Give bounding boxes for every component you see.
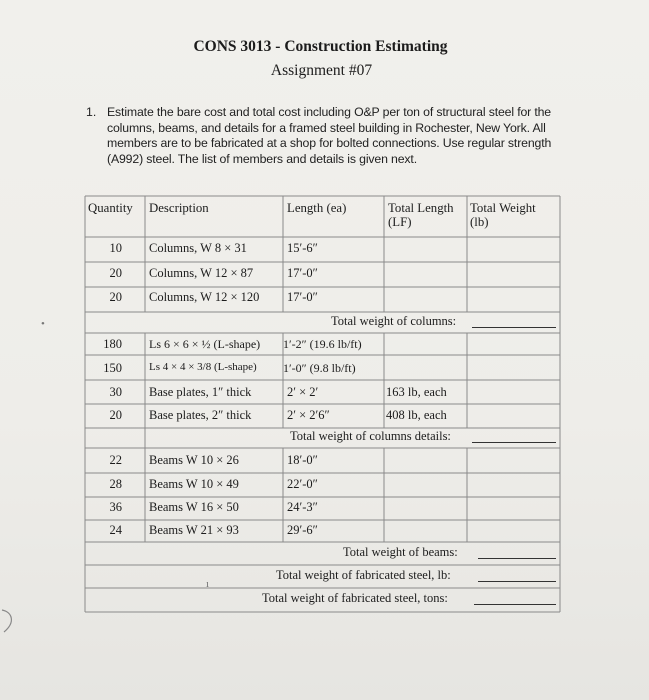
table-row-length: 15′-6″ — [287, 241, 318, 255]
table-row-qty: 150 — [103, 361, 122, 375]
table-row-desc: Beams W 10 × 49 — [149, 477, 239, 491]
stray-dot-mark: • — [41, 318, 45, 330]
header-description: Description — [149, 201, 209, 215]
fabricated-lb-blank[interactable] — [478, 581, 556, 582]
table-row-qty: 10 — [109, 241, 122, 255]
fabricated-tons-blank[interactable] — [474, 604, 556, 605]
header-total-weight: Total Weight — [470, 201, 536, 215]
table-row-desc: Beams W 10 × 26 — [149, 453, 239, 467]
table-row-qty: 22 — [109, 453, 122, 467]
columns-total-blank[interactable] — [472, 327, 556, 328]
table-row-desc: Columns, W 12 × 87 — [149, 266, 254, 280]
beams-total-blank[interactable] — [478, 558, 556, 559]
table-row-qty: 20 — [109, 266, 122, 280]
table-row-length: 1′-0″ (9.8 lb/ft) — [283, 361, 356, 375]
header-total-length-unit: (LF) — [388, 215, 412, 229]
table-row-desc: Columns, W 12 × 120 — [149, 290, 260, 304]
table-row-desc: Base plates, 2″ thick — [149, 408, 252, 422]
header-total-weight-unit: (lb) — [470, 215, 489, 229]
table-row-length: 17′-0″ — [287, 290, 318, 304]
table-row-note: 163 lb, each — [386, 385, 447, 399]
question-text: Estimate the bare cost and total cost including O&P per ton of structural steel for the columns, beams, and details for a framed steel building in Rochester, New York. All members are to be fabricated at a shop for bolted connections. Use regular strength (A992) steel. The list of members and details is given next. — [107, 105, 552, 166]
beams-total-label: Total weight of beams: — [343, 545, 458, 559]
table-row-length: 2′ × 2′ — [287, 385, 319, 399]
table-row-qty: 28 — [109, 477, 122, 491]
stray-tick-mark: ı — [206, 578, 210, 590]
table-row-desc: Beams W 16 × 50 — [149, 500, 239, 514]
table-row-note: 408 lb, each — [386, 408, 447, 422]
table-row-length: 18′-0″ — [287, 453, 318, 467]
header-total-length: Total Length — [388, 201, 454, 215]
columns-total-label: Total weight of columns: — [331, 314, 457, 328]
header-quantity: Quantity — [88, 201, 133, 215]
table-row-length: 29′-6″ — [287, 523, 318, 537]
table-row-desc: Ls 4 × 4 × 3/8 (L-shape) — [149, 361, 257, 373]
table-row-length: 24′-3″ — [287, 500, 318, 514]
page-edge-mark — [0, 606, 20, 636]
table-row-desc: Beams W 21 × 93 — [149, 523, 239, 537]
fabricated-tons-label: Total weight of fabricated steel, tons: — [262, 591, 448, 605]
table-row-qty: 20 — [109, 408, 122, 422]
course-title: CONS 3013 - Construction Estimating — [193, 38, 448, 55]
table-row-length: 1′-2″ (19.6 lb/ft) — [283, 337, 362, 351]
details-total-blank[interactable] — [472, 442, 556, 443]
details-total-label: Total weight of columns details: — [290, 429, 451, 443]
table-row-length: 22′-0″ — [287, 477, 318, 491]
table-row-length: 17′-0″ — [287, 266, 318, 280]
fabricated-lb-label: Total weight of fabricated steel, lb: — [276, 568, 451, 582]
table-row-qty: 24 — [109, 523, 122, 537]
table-row-desc: Columns, W 8 × 31 — [149, 241, 247, 255]
table-row-qty: 30 — [109, 385, 122, 399]
assignment-title: Assignment #07 — [270, 62, 373, 79]
table-row-desc: Ls 6 × 6 × ½ (L-shape) — [149, 337, 261, 351]
table-row-length: 2′ × 2′6″ — [287, 408, 330, 422]
header-length: Length (ea) — [287, 201, 347, 215]
table-row-qty: 36 — [109, 500, 122, 514]
question-number: 1. — [86, 105, 97, 119]
table-row-desc: Base plates, 1″ thick — [149, 385, 252, 399]
table-row-qty: 180 — [103, 337, 122, 351]
table-row-qty: 20 — [109, 290, 122, 304]
